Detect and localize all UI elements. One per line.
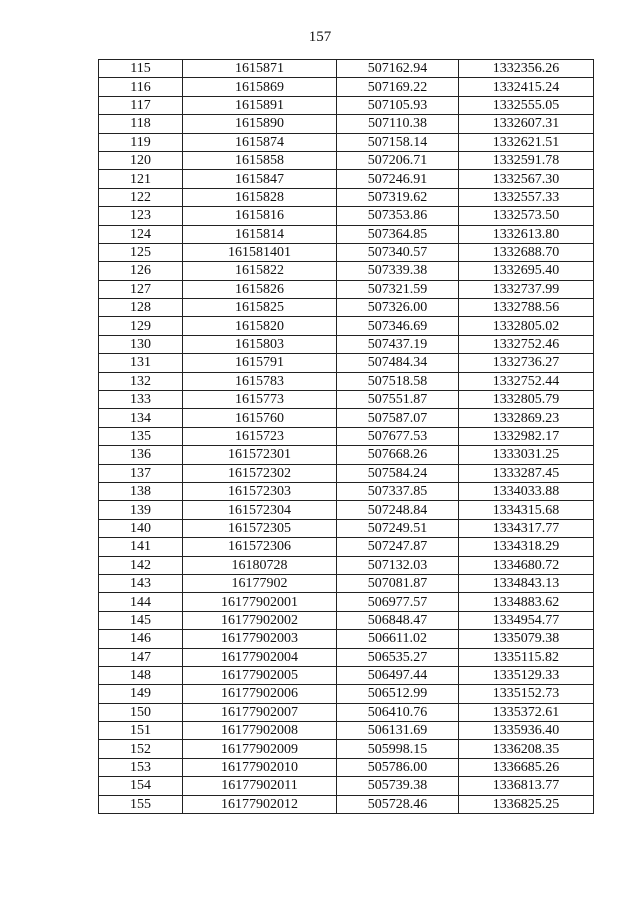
x-coordinate-cell: 507364.85	[337, 225, 459, 243]
y-coordinate-cell: 1334954.77	[459, 611, 594, 629]
y-coordinate-cell: 1332356.26	[459, 60, 594, 78]
x-coordinate-cell: 506497.44	[337, 666, 459, 684]
x-coordinate-cell: 507246.91	[337, 170, 459, 188]
table-row	[99, 262, 594, 280]
point-id-cell: 161572306	[183, 538, 337, 556]
table-row	[99, 243, 594, 261]
x-coordinate-cell: 505728.46	[337, 795, 459, 813]
y-coordinate-cell: 1332695.40	[459, 262, 594, 280]
y-coordinate-cell: 1332736.27	[459, 354, 594, 372]
point-id-cell: 16177902012	[183, 795, 337, 813]
point-id-cell: 1615874	[183, 133, 337, 151]
point-index-cell: 125	[99, 243, 183, 261]
y-coordinate-cell: 1332869.23	[459, 409, 594, 427]
table-row	[99, 409, 594, 427]
point-id-cell: 16177902008	[183, 722, 337, 740]
point-index-cell: 126	[99, 262, 183, 280]
table-row	[99, 225, 594, 243]
point-index-cell: 132	[99, 372, 183, 390]
point-id-cell: 1615816	[183, 207, 337, 225]
point-id-cell: 16177902007	[183, 703, 337, 721]
table-row	[99, 391, 594, 409]
y-coordinate-cell: 1335115.82	[459, 648, 594, 666]
table-row	[99, 446, 594, 464]
point-id-cell: 161572302	[183, 464, 337, 482]
y-coordinate-cell: 1332567.30	[459, 170, 594, 188]
table-row	[99, 593, 594, 611]
y-coordinate-cell: 1333031.25	[459, 446, 594, 464]
point-index-cell: 134	[99, 409, 183, 427]
x-coordinate-cell: 506611.02	[337, 630, 459, 648]
point-id-cell: 16177902010	[183, 758, 337, 776]
y-coordinate-cell: 1332557.33	[459, 188, 594, 206]
y-coordinate-cell: 1334883.62	[459, 593, 594, 611]
point-id-cell: 1615783	[183, 372, 337, 390]
y-coordinate-cell: 1332555.05	[459, 96, 594, 114]
table-row	[99, 648, 594, 666]
table-row	[99, 96, 594, 114]
point-index-cell: 145	[99, 611, 183, 629]
table-row	[99, 556, 594, 574]
point-index-cell: 120	[99, 151, 183, 169]
y-coordinate-cell: 1336825.25	[459, 795, 594, 813]
point-id-cell: 1615773	[183, 391, 337, 409]
y-coordinate-cell: 1332737.99	[459, 280, 594, 298]
table-row	[99, 299, 594, 317]
x-coordinate-cell: 507132.03	[337, 556, 459, 574]
x-coordinate-cell: 507158.14	[337, 133, 459, 151]
x-coordinate-cell: 507668.26	[337, 446, 459, 464]
point-id-cell: 16177902004	[183, 648, 337, 666]
x-coordinate-cell: 506410.76	[337, 703, 459, 721]
point-id-cell: 1615814	[183, 225, 337, 243]
point-index-cell: 124	[99, 225, 183, 243]
table-row	[99, 758, 594, 776]
point-index-cell: 115	[99, 60, 183, 78]
point-index-cell: 122	[99, 188, 183, 206]
y-coordinate-cell: 1332688.70	[459, 243, 594, 261]
point-index-cell: 121	[99, 170, 183, 188]
y-coordinate-cell: 1332591.78	[459, 151, 594, 169]
x-coordinate-cell: 507339.38	[337, 262, 459, 280]
point-index-cell: 136	[99, 446, 183, 464]
point-id-cell: 16180728	[183, 556, 337, 574]
point-id-cell: 1615828	[183, 188, 337, 206]
table-row	[99, 78, 594, 96]
point-index-cell: 116	[99, 78, 183, 96]
point-index-cell: 133	[99, 391, 183, 409]
table-row	[99, 501, 594, 519]
point-id-cell: 161581401	[183, 243, 337, 261]
point-id-cell: 1615825	[183, 299, 337, 317]
table-row	[99, 574, 594, 592]
table-row	[99, 630, 594, 648]
x-coordinate-cell: 507206.71	[337, 151, 459, 169]
table-row	[99, 685, 594, 703]
point-id-cell: 1615869	[183, 78, 337, 96]
point-index-cell: 127	[99, 280, 183, 298]
point-index-cell: 144	[99, 593, 183, 611]
table-row	[99, 611, 594, 629]
point-index-cell: 137	[99, 464, 183, 482]
point-id-cell: 1615891	[183, 96, 337, 114]
page-number: 157	[308, 29, 332, 45]
y-coordinate-cell: 1332607.31	[459, 115, 594, 133]
point-index-cell: 142	[99, 556, 183, 574]
point-id-cell: 16177902003	[183, 630, 337, 648]
y-coordinate-cell: 1332805.02	[459, 317, 594, 335]
table-row	[99, 151, 594, 169]
x-coordinate-cell: 507587.07	[337, 409, 459, 427]
point-id-cell: 1615820	[183, 317, 337, 335]
x-coordinate-cell: 507326.00	[337, 299, 459, 317]
x-coordinate-cell: 507353.86	[337, 207, 459, 225]
table-row	[99, 60, 594, 78]
y-coordinate-cell: 1332805.79	[459, 391, 594, 409]
y-coordinate-cell: 1332573.50	[459, 207, 594, 225]
x-coordinate-cell: 506512.99	[337, 685, 459, 703]
point-id-cell: 16177902009	[183, 740, 337, 758]
table-row	[99, 722, 594, 740]
table-row	[99, 666, 594, 684]
x-coordinate-cell: 507169.22	[337, 78, 459, 96]
point-id-cell: 16177902011	[183, 777, 337, 795]
point-index-cell: 117	[99, 96, 183, 114]
point-index-cell: 147	[99, 648, 183, 666]
y-coordinate-cell: 1333287.45	[459, 464, 594, 482]
point-id-cell: 1615847	[183, 170, 337, 188]
table-row	[99, 519, 594, 537]
point-index-cell: 119	[99, 133, 183, 151]
point-id-cell: 161572303	[183, 482, 337, 500]
point-id-cell: 16177902002	[183, 611, 337, 629]
y-coordinate-cell: 1332613.80	[459, 225, 594, 243]
table-row	[99, 372, 594, 390]
table-row	[99, 133, 594, 151]
x-coordinate-cell: 507551.87	[337, 391, 459, 409]
table-row	[99, 354, 594, 372]
x-coordinate-cell: 507677.53	[337, 427, 459, 445]
point-index-cell: 155	[99, 795, 183, 813]
point-index-cell: 148	[99, 666, 183, 684]
y-coordinate-cell: 1334315.68	[459, 501, 594, 519]
y-coordinate-cell: 1335152.73	[459, 685, 594, 703]
x-coordinate-cell: 507247.87	[337, 538, 459, 556]
coordinates-table	[98, 59, 594, 814]
table-row	[99, 777, 594, 795]
point-id-cell: 1615858	[183, 151, 337, 169]
point-index-cell: 141	[99, 538, 183, 556]
x-coordinate-cell: 505739.38	[337, 777, 459, 795]
x-coordinate-cell: 507321.59	[337, 280, 459, 298]
y-coordinate-cell: 1336685.26	[459, 758, 594, 776]
y-coordinate-cell: 1334033.88	[459, 482, 594, 500]
point-id-cell: 161572304	[183, 501, 337, 519]
table-row	[99, 538, 594, 556]
coordinates-table-body	[99, 60, 594, 814]
x-coordinate-cell: 507248.84	[337, 501, 459, 519]
point-id-cell: 1615791	[183, 354, 337, 372]
table-row	[99, 280, 594, 298]
table-row	[99, 335, 594, 353]
point-index-cell: 143	[99, 574, 183, 592]
table-row	[99, 207, 594, 225]
point-id-cell: 1615890	[183, 115, 337, 133]
point-index-cell: 130	[99, 335, 183, 353]
table-row	[99, 740, 594, 758]
x-coordinate-cell: 506131.69	[337, 722, 459, 740]
y-coordinate-cell: 1332752.46	[459, 335, 594, 353]
point-index-cell: 129	[99, 317, 183, 335]
point-id-cell: 1615803	[183, 335, 337, 353]
x-coordinate-cell: 507340.57	[337, 243, 459, 261]
y-coordinate-cell: 1334843.13	[459, 574, 594, 592]
point-index-cell: 151	[99, 722, 183, 740]
y-coordinate-cell: 1334680.72	[459, 556, 594, 574]
x-coordinate-cell: 505786.00	[337, 758, 459, 776]
y-coordinate-cell: 1335372.61	[459, 703, 594, 721]
y-coordinate-cell: 1334317.77	[459, 519, 594, 537]
table-row	[99, 317, 594, 335]
table-row	[99, 427, 594, 445]
y-coordinate-cell: 1332621.51	[459, 133, 594, 151]
x-coordinate-cell: 507319.62	[337, 188, 459, 206]
y-coordinate-cell: 1334318.29	[459, 538, 594, 556]
x-coordinate-cell: 507162.94	[337, 60, 459, 78]
point-index-cell: 139	[99, 501, 183, 519]
y-coordinate-cell: 1336813.77	[459, 777, 594, 795]
x-coordinate-cell: 507437.19	[337, 335, 459, 353]
point-index-cell: 131	[99, 354, 183, 372]
y-coordinate-cell: 1335936.40	[459, 722, 594, 740]
point-id-cell: 16177902001	[183, 593, 337, 611]
point-index-cell: 128	[99, 299, 183, 317]
point-id-cell: 1615723	[183, 427, 337, 445]
point-index-cell: 123	[99, 207, 183, 225]
table-row	[99, 795, 594, 813]
table-row	[99, 188, 594, 206]
table-row	[99, 170, 594, 188]
point-index-cell: 138	[99, 482, 183, 500]
x-coordinate-cell: 507484.34	[337, 354, 459, 372]
point-id-cell: 1615822	[183, 262, 337, 280]
y-coordinate-cell: 1332788.56	[459, 299, 594, 317]
table-row	[99, 703, 594, 721]
x-coordinate-cell: 507081.87	[337, 574, 459, 592]
point-index-cell: 150	[99, 703, 183, 721]
x-coordinate-cell: 505998.15	[337, 740, 459, 758]
x-coordinate-cell: 507110.38	[337, 115, 459, 133]
point-id-cell: 16177902005	[183, 666, 337, 684]
x-coordinate-cell: 507584.24	[337, 464, 459, 482]
point-id-cell: 1615826	[183, 280, 337, 298]
x-coordinate-cell: 506977.57	[337, 593, 459, 611]
point-id-cell: 1615760	[183, 409, 337, 427]
x-coordinate-cell: 507337.85	[337, 482, 459, 500]
y-coordinate-cell: 1332415.24	[459, 78, 594, 96]
x-coordinate-cell: 507346.69	[337, 317, 459, 335]
point-index-cell: 146	[99, 630, 183, 648]
y-coordinate-cell: 1332752.44	[459, 372, 594, 390]
y-coordinate-cell: 1335079.38	[459, 630, 594, 648]
table-row	[99, 464, 594, 482]
point-id-cell: 161572301	[183, 446, 337, 464]
point-index-cell: 149	[99, 685, 183, 703]
x-coordinate-cell: 507518.58	[337, 372, 459, 390]
y-coordinate-cell: 1332982.17	[459, 427, 594, 445]
y-coordinate-cell: 1335129.33	[459, 666, 594, 684]
point-index-cell: 154	[99, 777, 183, 795]
point-id-cell: 1615871	[183, 60, 337, 78]
point-id-cell: 16177902006	[183, 685, 337, 703]
table-row	[99, 115, 594, 133]
table-row	[99, 482, 594, 500]
point-index-cell: 152	[99, 740, 183, 758]
point-index-cell: 153	[99, 758, 183, 776]
x-coordinate-cell: 506535.27	[337, 648, 459, 666]
point-index-cell: 140	[99, 519, 183, 537]
x-coordinate-cell: 507105.93	[337, 96, 459, 114]
point-index-cell: 118	[99, 115, 183, 133]
x-coordinate-cell: 507249.51	[337, 519, 459, 537]
x-coordinate-cell: 506848.47	[337, 611, 459, 629]
y-coordinate-cell: 1336208.35	[459, 740, 594, 758]
point-id-cell: 161572305	[183, 519, 337, 537]
point-id-cell: 16177902	[183, 574, 337, 592]
point-index-cell: 135	[99, 427, 183, 445]
